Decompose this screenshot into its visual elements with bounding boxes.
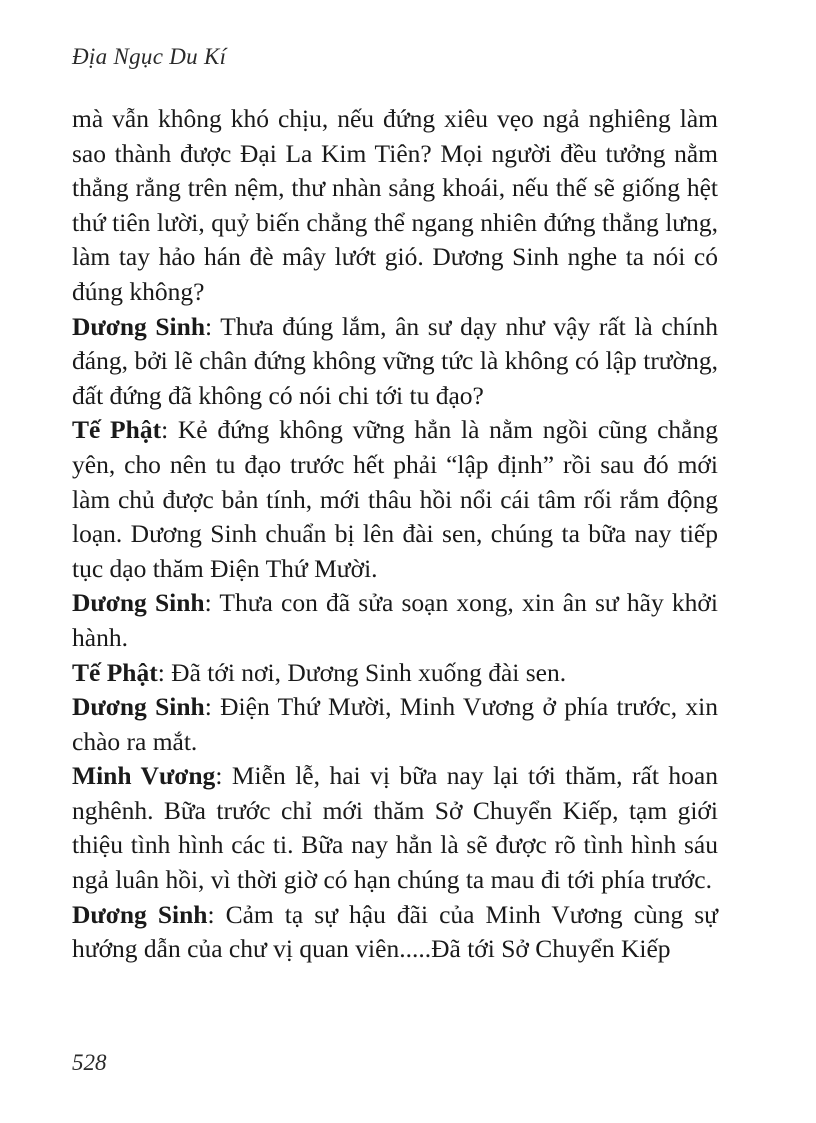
speaker-name: Minh Vương — [72, 761, 216, 791]
dialogue-paragraph — [72, 413, 718, 586]
paragraph-text: mà vẫn không khó chịu, nếu đứng xiêu vẹo ngả nghiêng làm sao thành được Đại La Kim Tiên? Mọi người đều tưởng nằm thẳng rẳng trên nệm, thư nhàn sảng khoái, nếu thế sẽ giống hệt thứ tiên lười, quỷ biến chẳng thể ngang nhiên đứng thẳng lưng, làm tay hảo hán đè mây lướt gió. Dương Sinh nghe ta nói có đúng không? — [72, 104, 718, 306]
dialogue-paragraph — [72, 586, 718, 655]
dialogue-text: : Thưa đúng lắm, ân sư dạy như vậy rất là chính đáng, bởi lẽ chân đứng không vững tức là không có lập trường, đất đứng đã không có nói chi tới tu đạo? — [72, 311, 718, 410]
speaker-name: Dương Sinh — [72, 588, 205, 618]
dialogue-text: : Miễn lễ, hai vị bữa nay lại tới thăm, rất hoan nghênh. Bữa trước chỉ mới thăm Sở Chuyển Kiếp, tạm giới thiệu tình hình các ti. Bữa nay hẳn là sẽ được rõ tình hình sáu ngả luân hồi, vì thời giờ có hạn chúng ta mau đi tới phía trước. — [72, 761, 718, 895]
paragraph — [72, 102, 718, 310]
speaker-name: Dương Sinh — [72, 311, 205, 341]
running-header-title: Địa Ngục Du Kí — [72, 44, 227, 69]
dialogue-text: : Điện Thứ Mười, Minh Vương ở phía trước, xin chào ra mắt. — [72, 692, 719, 756]
speaker-name: Dương Sinh — [72, 899, 208, 929]
dialogue-paragraph — [72, 310, 718, 414]
dialogue-paragraph — [72, 656, 718, 691]
speaker-name: Dương Sinh — [72, 692, 205, 722]
page-body — [72, 102, 718, 967]
dialogue-paragraph — [72, 690, 718, 759]
dialogue-paragraph — [72, 759, 718, 897]
dialogue-text: : Cảm tạ sự hậu đãi của Minh Vương cùng sự hướng dẫn của chư vị quan viên.....Đã tới Sở Chuyển Kiếp — [72, 899, 718, 964]
speaker-name: Tế Phật — [72, 657, 158, 687]
dialogue-text: : Thưa con đã sửa soạn xong, xin ân sư hãy khởi hành. — [72, 588, 718, 652]
page-number: 528 — [72, 1050, 107, 1075]
dialogue-text: : Kẻ đứng không vững hẳn là nằm ngồi cũng chẳng yên, cho nên tu đạo trước hết phải “lập định” rồi sau đó mới làm chủ được bản tính, mới thâu hồi nổi cái tâm rối rắm động loạn. Dương Sinh chuẩn bị lên đài sen, chúng ta bữa nay tiếp tục dạo thăm Điện Thứ Mười. — [72, 415, 719, 583]
dialogue-text: : Đã tới nơi, Dương Sinh xuống đài sen. — [157, 657, 567, 687]
dialogue-paragraph — [72, 898, 718, 967]
speaker-name: Tế Phật — [72, 415, 162, 445]
